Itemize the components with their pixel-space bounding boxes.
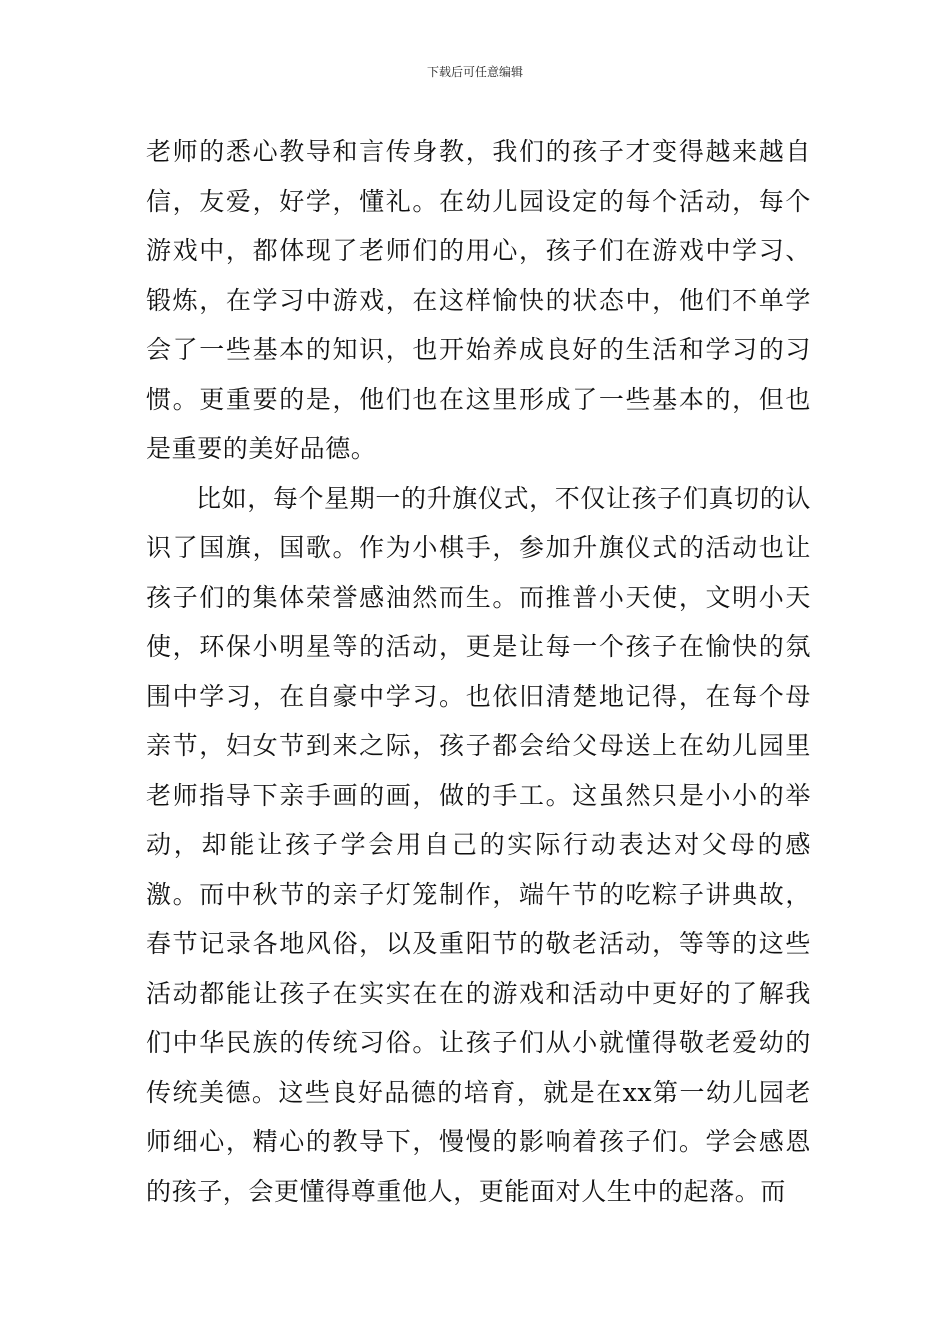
page-header-note: 下载后可任意编辑 [426, 65, 523, 79]
paragraph-1: 老师的悉心教导和言传身教，我们的孩子才变得越来越自信，友爱，好学，懂礼。在幼儿园设定的每个活动，每个游戏中，都体现了老师们的用心，孩子们在游戏中学习、锻炼，在学习中游戏，在这样愉快的状态中，他们不单学会了一些基本的知识，也开始养成良好的生活和学习的习惯。更重要的是，他们也在这里形成了一些基本的，但也是重要的美好品德。 [146, 137, 811, 463]
document-body [146, 127, 811, 1216]
paragraph-2: 比如，每个星期一的升旗仪式，不仅让孩子们真切的认识了国旗，国歌。作为小棋手，参加升旗仪式的活动也让孩子们的集体荣誉感油然而生。而推普小天使，文明小天使，环保小明星等的活动，更是让每一个孩子在愉快的氛围中学习，在自豪中学习。也依旧清楚地记得，在每个母亲节，妇女节到来之际，孩子都会给父母送上在幼儿园里老师指导下亲手画的画，做的手工。这虽然只是小小的举动，却能让孩子学会用自己的实际行动表达对父母的感激。而中秋节的亲子灯笼制作，端午节的吃粽子讲典故，春节记录各地风俗，以及重阳节的敬老活动，等等的这些活动都能让孩子在实实在在的游戏和活动中更好的了解我们中华民族的传统习俗。让孩子们从小就懂得敬老爱幼的传统美德。这些良好品德的培育，就是在xx第一幼儿园老师细心，精心的教导下，慢慢的影响着孩子们。学会感恩的孩子，会更懂得尊重他人，更能面对人生中的起落。而 [146, 483, 811, 1206]
